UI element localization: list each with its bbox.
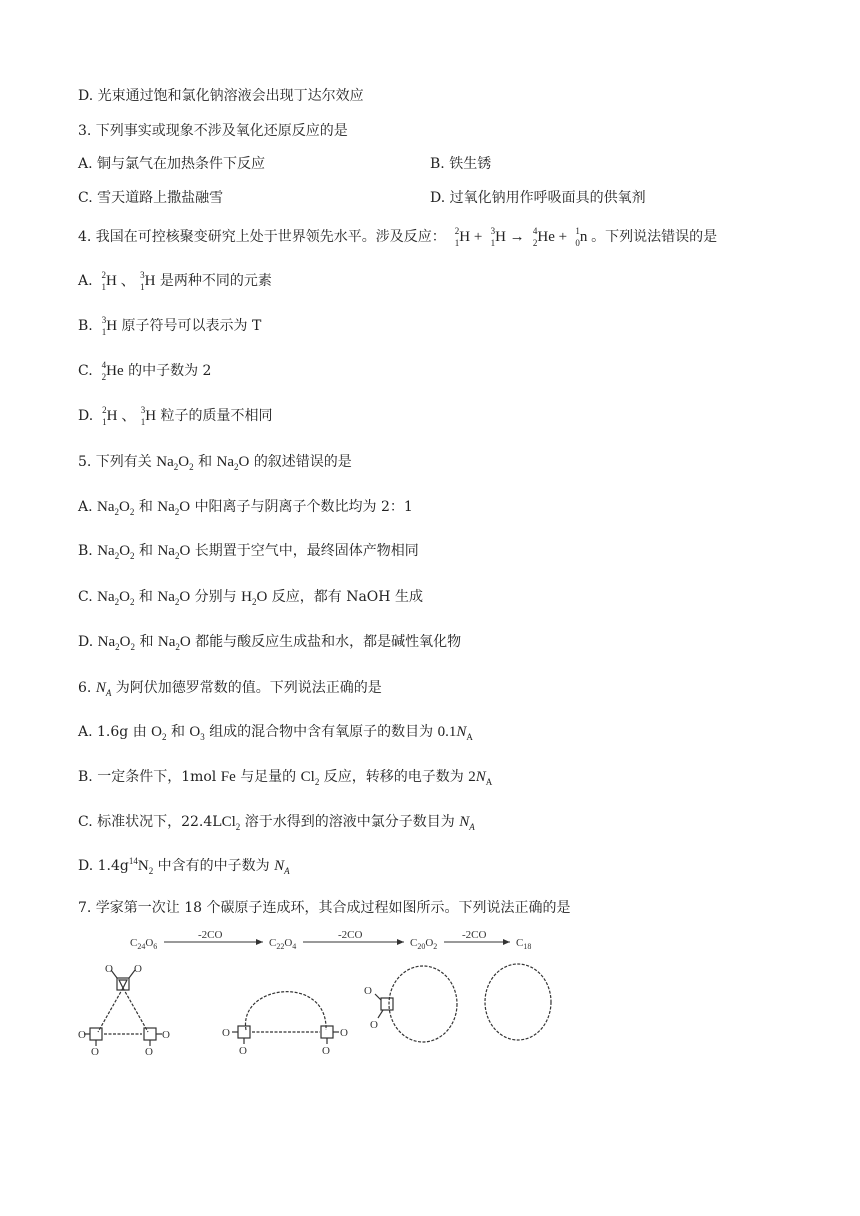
q4-option-c: C. 4 2 He 的中子数为 2 xyxy=(78,359,212,382)
q6-option-c: C. 标准状况下，22.4LCl$_2$ 溶于水得到的溶液中氯分子数目为 $N_A$ xyxy=(78,814,475,832)
synthesis-scheme-svg xyxy=(78,924,598,1064)
species-c20o2: $C_{20}O_2$ xyxy=(410,937,438,951)
svg-text:O: O xyxy=(145,1046,153,1058)
q3-option-b: B. 铁生锈 xyxy=(430,156,492,172)
q5-option-c: C. $Na_2O_2$ 和 $Na_2O$ 分别与 $H_2O$ 反应，都有 NaOH 生成 xyxy=(78,589,423,607)
q6-option-d: D. $1.4g^{14}N_2$ 中含有的中子数为 $N_A$ xyxy=(78,856,290,876)
svg-text:O: O xyxy=(222,1027,230,1039)
reaction-scheme xyxy=(130,929,531,951)
q6-stem: 6. $N_A$ 为阿伏加德罗常数的值。下列说法正确的是 xyxy=(78,680,382,698)
molecule-c24o6 xyxy=(84,970,162,1046)
arrow-2-label: -2CO xyxy=(338,929,363,941)
q7-stem: 7. 学家第一次让 18 个碳原子连成环，其合成过程如图所示。下列说法正确的是 xyxy=(78,900,571,916)
species-c22o4: $C_{22}O_4$ xyxy=(269,937,297,951)
svg-text:O: O xyxy=(322,1045,330,1057)
q4-stem-suffix: 。下列说法错误的是 xyxy=(591,229,718,245)
molecule-c20o2 xyxy=(375,966,457,1042)
q4-option-d: D. 2 1 H 、 3 1 H 粒子的质量不相同 xyxy=(78,404,273,427)
q3-option-d: D. 过氧化钠用作呼吸面具的供氧剂 xyxy=(430,190,646,206)
q6-option-b: B. 一定条件下，1mol Fe 与足量的 $Cl_2$ 反应，转移的电子数为 $2N_A$ xyxy=(78,769,493,787)
svg-text:O: O xyxy=(162,1029,170,1041)
molecule-c18 xyxy=(485,964,551,1040)
q3-option-a: A. 铜与氯气在加热条件下反应 xyxy=(78,156,266,172)
q4-stem xyxy=(78,227,717,248)
svg-text:O: O xyxy=(105,963,113,975)
q4-option-a: A. 2 1 H 、 3 1 H 是两种不同的元素 xyxy=(78,269,272,292)
molecule-c20o2-oxygens xyxy=(364,985,378,1031)
q4-option-b: B. 3 1 H 原子符号可以表示为 T xyxy=(78,314,262,337)
arrow-1-label: -2CO xyxy=(198,929,223,941)
q5-option-a: A. $Na_2O_2$ 和 $Na_2O$ 中阳离子与阴离子个数比均为 2：1 xyxy=(78,499,413,517)
q4-stem-prefix: 4. 我国在可控核聚变研究上处于世界领先水平。涉及反应： xyxy=(78,229,446,245)
species-c18: $C_{18}$ xyxy=(516,937,532,951)
svg-text:O: O xyxy=(340,1027,348,1039)
species-c24o6: $C_{24}O_6$ xyxy=(130,937,158,951)
q6-option-a: A. 1.6g 由 $O_2$ 和 $O_3$ 组成的混合物中含有氧原子的数目为 $0.1N_A$ xyxy=(78,724,473,742)
q3-stem: 3. 下列事实或现象不涉及氧化还原反应的是 xyxy=(78,123,348,139)
svg-text:O: O xyxy=(239,1045,247,1057)
arrow-3-label: -2CO xyxy=(462,929,487,941)
fusion-equation: 2 1 H + 3 1 H → 4 2 He + 1 0 n xyxy=(454,225,592,248)
svg-text:O: O xyxy=(134,963,142,975)
svg-text:O: O xyxy=(78,1029,86,1041)
q5-stem: 5. 下列有关 $Na_2O_2$ 和 $Na_2O$ 的叙述错误的是 xyxy=(78,454,352,472)
carbon-ring-synthesis-figure xyxy=(78,924,598,1064)
q3-option-c: C. 雪天道路上撒盐融雪 xyxy=(78,190,224,206)
svg-text:O: O xyxy=(91,1046,99,1058)
molecule-c22o4 xyxy=(232,992,339,1044)
q2-option-d: D. 光束通过饱和氯化钠溶液会出现丁达尔效应 xyxy=(78,88,364,104)
molecule-c24o6-oxygens xyxy=(78,963,170,1058)
svg-text:O: O xyxy=(370,1019,378,1031)
q5-option-d: D. $Na_2O_2$ 和 $Na_2O$ 都能与酸反应生成盐和水，都是碱性氧化物 xyxy=(78,634,462,652)
svg-text:O: O xyxy=(364,985,372,997)
q5-option-b: B. $Na_2O_2$ 和 $Na_2O$ 长期置于空气中，最终固体产物相同 xyxy=(78,543,419,561)
